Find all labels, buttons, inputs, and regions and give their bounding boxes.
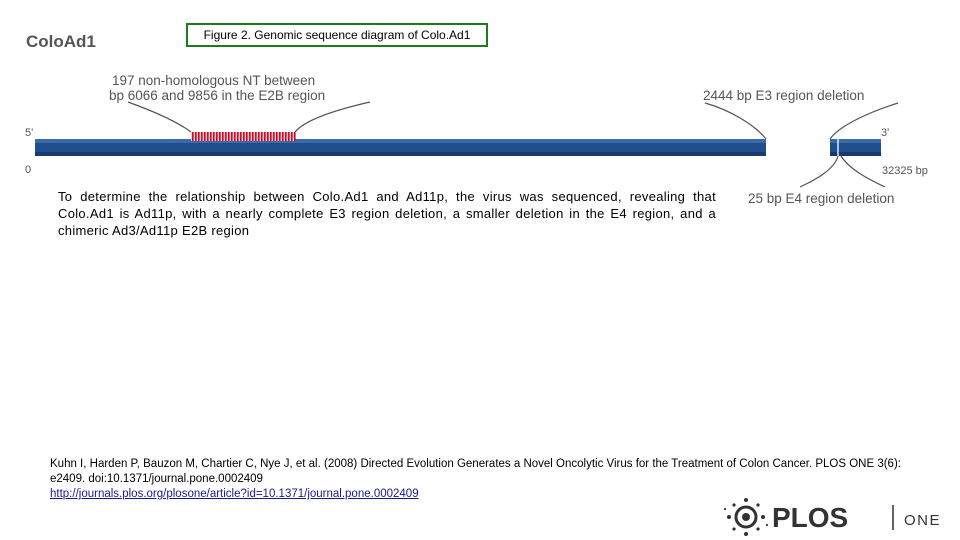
logo-brand-text: PLOS [772,502,849,533]
genome-strand-main-highlight [35,139,766,143]
five-prime-label: 5' [25,127,34,139]
figure-summary: To determine the relationship between Colo.Ad1 and Ad11p, the virus was sequenced, revealing that Colo.Ad1 is Ad11p, with a nearly complete E3 region deletion, a smaller deletion in the E4 region, and a chimeric Ad3/Ad11p E2B region [58,189,716,238]
citation-text: Kuhn I, Harden P, Bauzon M, Chartier C, Nye J, et al. (2008) Directed Evolution Generates a Novel Oncolytic Virus for the Treatment of Colon Cancer. PLOS ONE 3(6): e2409. doi:10.1371/journal.pone.0002409 [50,458,901,485]
start-position-label: 0 [25,164,32,176]
e4-callout-right [841,156,885,187]
three-prime-label: 3' [881,127,890,139]
e3-callout-left [705,103,766,139]
end-position-label: 32325 bp [882,165,928,177]
e2b-annotation-line2: bp 6066 and 9856 in the E2B region [109,88,326,103]
e2b-chimeric-region [191,132,296,141]
plos-one-logo [722,494,960,540]
e3-annotation: 2444 bp E3 region deletion [703,88,865,103]
e2b-callout-right [295,102,370,132]
citation-link[interactable]: http://journals.plos.org/plosone/article?id=10.1371/journal.pone.0002409 [50,488,419,500]
logo-suffix-text: ONE [904,512,942,529]
figure-caption: Figure 2. Genomic sequence diagram of Colo.Ad1 [186,23,488,47]
diagram-title: ColoAd1 [26,32,96,51]
e2b-annotation-line1: 197 non-homologous NT between [112,73,316,88]
e2b-callout-left [128,102,191,132]
plos-emblem-icon [724,498,768,536]
genome-strand-main-shadow [35,152,766,156]
e4-annotation: 25 bp E4 region deletion [748,191,895,206]
e4-callout-left [800,156,838,187]
